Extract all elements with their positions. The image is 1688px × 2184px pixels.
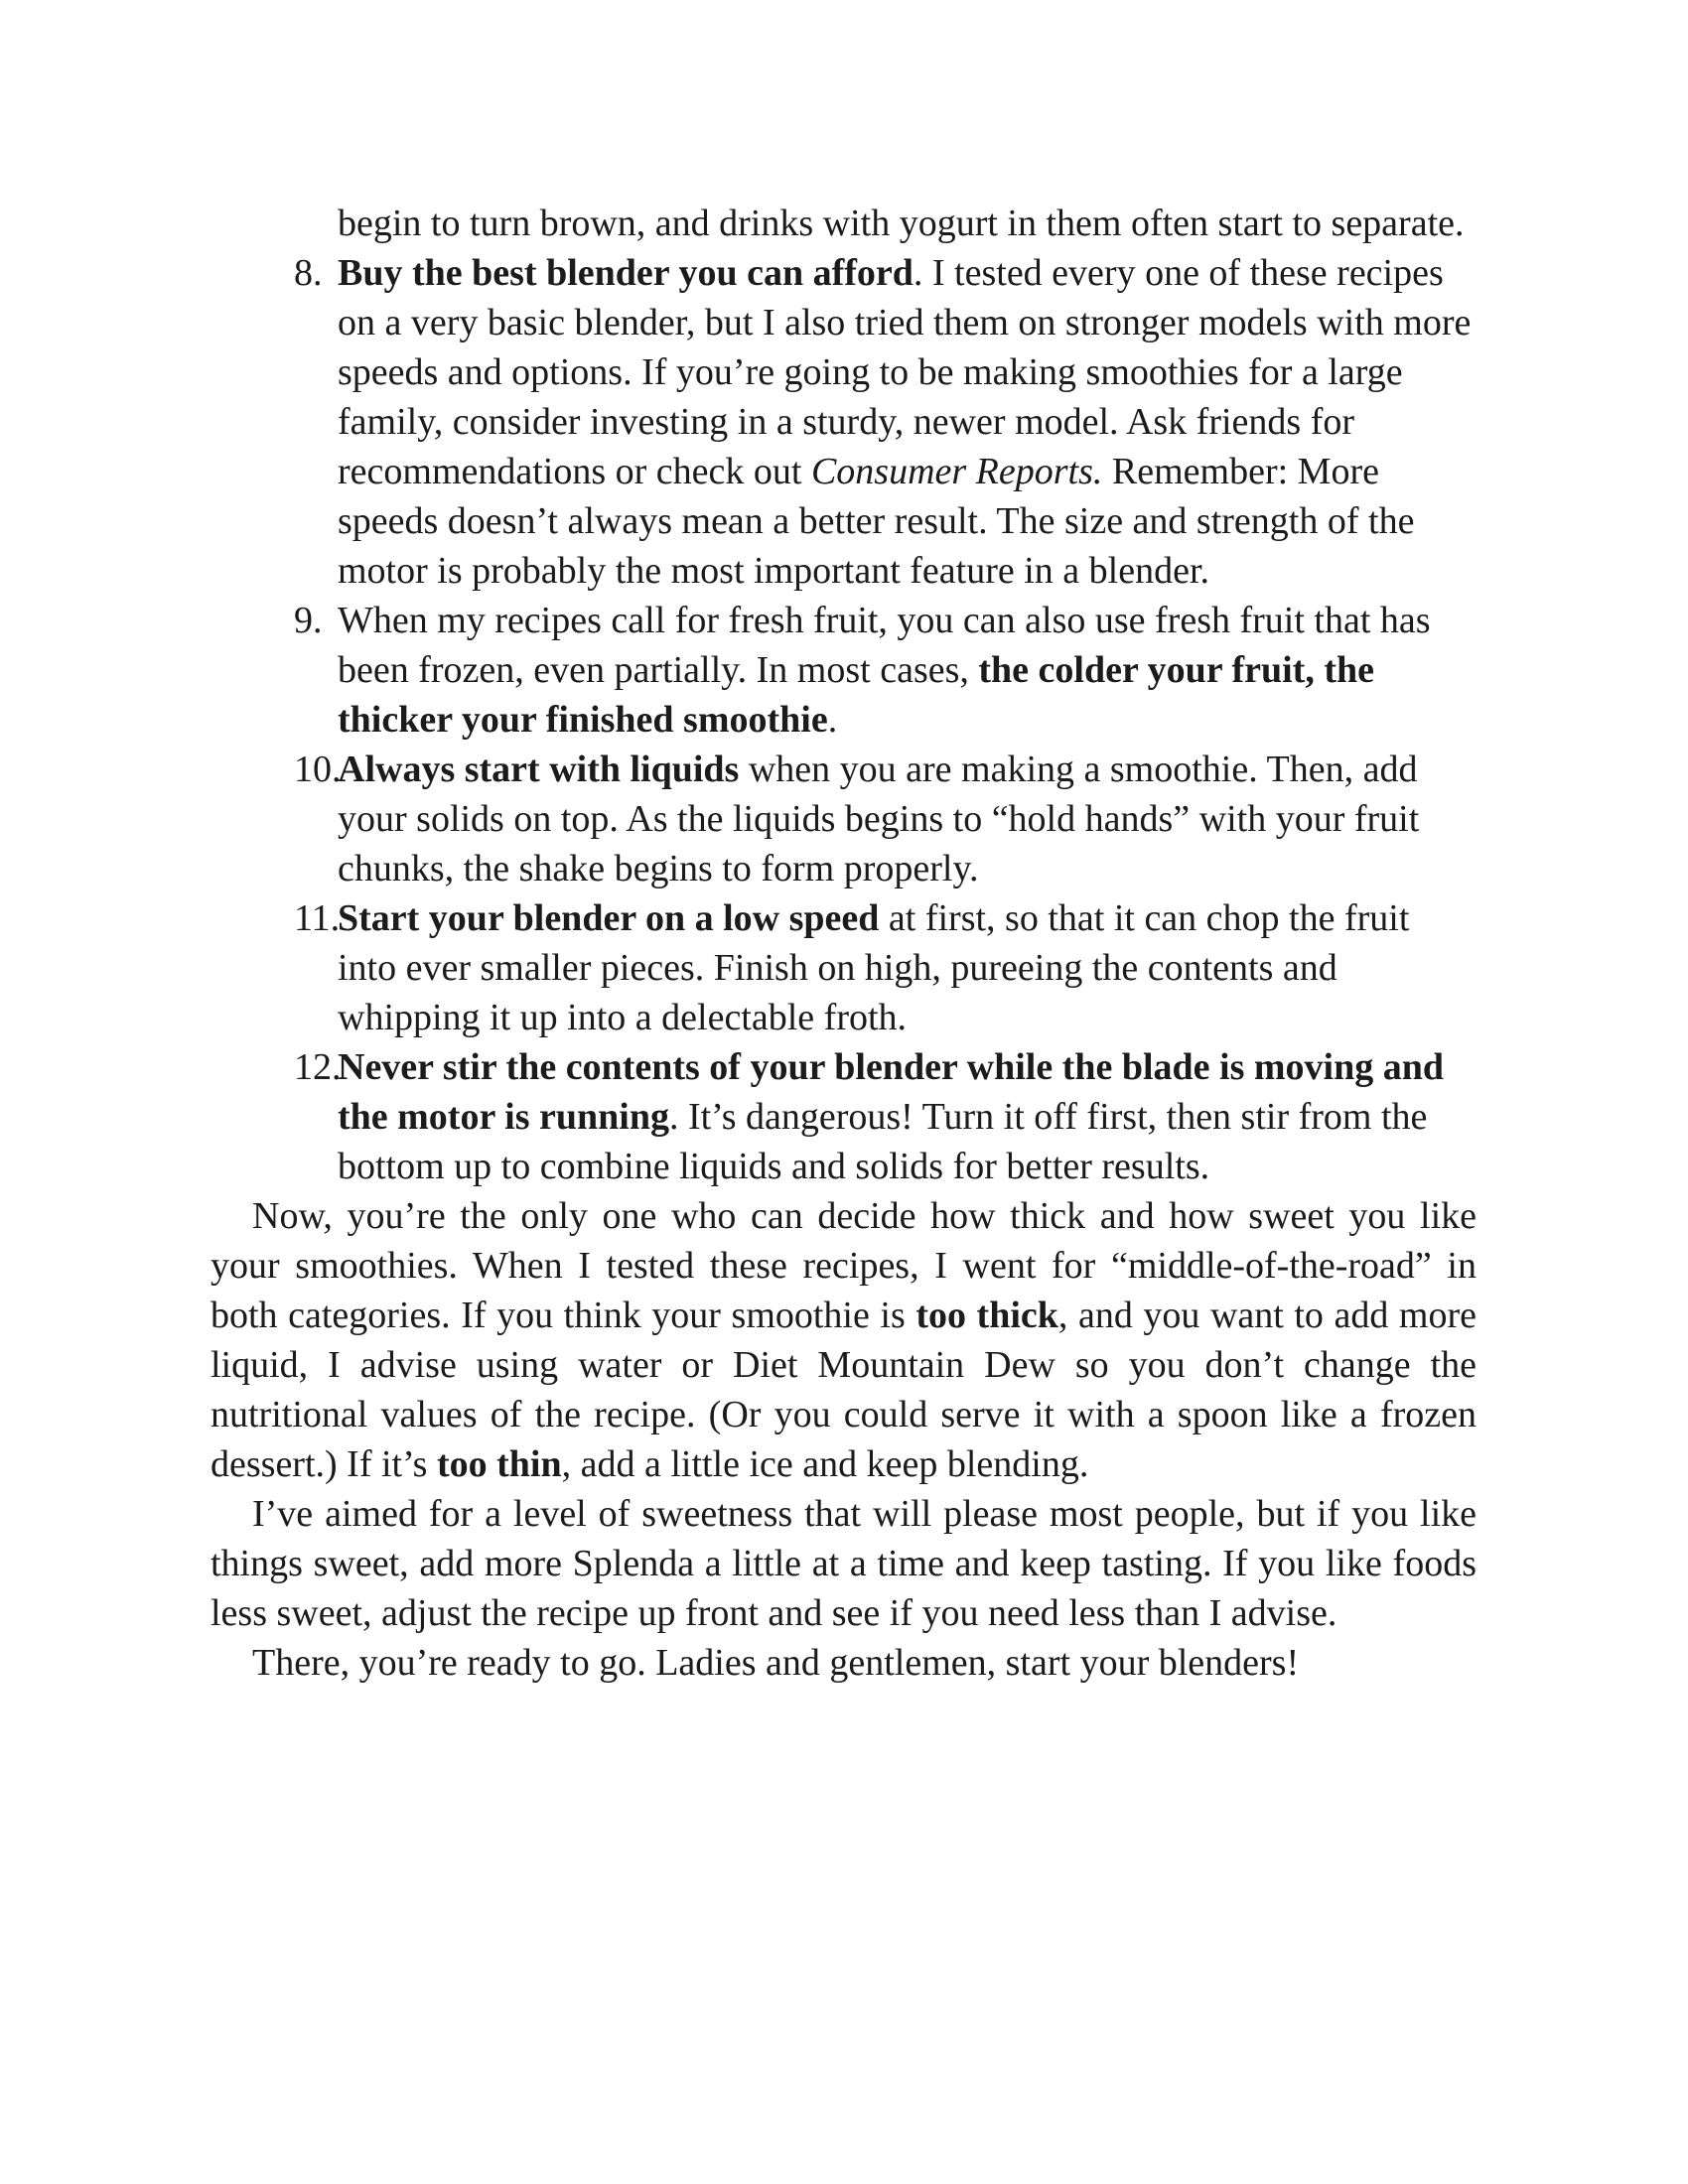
paragraph-closing	[211, 1638, 1477, 1688]
paragraph-text: Now, you’re the only one who can decide how thick and how sweet you like your smoothies. When I tested these recipes, I went for “middle-of-the-road” in both categories. If you think your smoothie is	[211, 1195, 1477, 1336]
list-item-continuation	[211, 199, 1477, 248]
list-item-text: Remember: More speeds doesn’t always mean a better result. The size and strength of the motor is probably the most important feature in a blender.	[338, 451, 1415, 592]
numbered-list	[211, 248, 1477, 1191]
list-item-9	[211, 596, 1477, 745]
paragraph-bold: too thick	[915, 1295, 1058, 1336]
list-item-bold: Start your blender on a low speed	[338, 897, 880, 939]
list-item-8	[211, 248, 1477, 596]
list-item-12	[211, 1042, 1477, 1191]
paragraph-text: I’ve aimed for a level of sweetness that will please most people, but if you like things sweet, add more Splenda a little at a time and keep tasting. If you like foods less sweet, adjust the recipe up front and see if you need less than I advise.	[211, 1493, 1477, 1634]
list-item-text: . I tested every one of these recipes on a very basic blender, but I also tried them on stronger models with more speeds and options. If you’re going to be making smoothies for a large family, consider investing in a sturdy, newer model. Ask friends for recommendations or check out	[338, 252, 1472, 492]
body-text	[211, 199, 1477, 1688]
paragraph-sweetness	[211, 1489, 1477, 1638]
list-number: 12.	[294, 1046, 342, 1088]
list-item-text: when you are making a smoothie. Then, add your solids on top. As the liquids begins to “hold hands” with your fruit chunks, the shake begins to form properly.	[338, 749, 1420, 889]
list-item-text: When my recipes call for fresh fruit, you can also use fresh fruit that has been frozen, even partially. In most cases,	[338, 600, 1431, 691]
list-item-bold: Always start with liquids	[338, 749, 740, 790]
list-item-10	[211, 745, 1477, 893]
paragraph-bold: too thin	[436, 1443, 562, 1485]
paragraph-thickness	[211, 1191, 1477, 1489]
paragraph-text: , add a little ice and keep blending.	[561, 1443, 1089, 1485]
list-item-11	[211, 893, 1477, 1042]
list-number: 8.	[294, 252, 323, 294]
list-item-text: at first, so that it can chop the fruit into ever smaller pieces. Finish on high, pureeing the contents and whipping it up into a delectable froth.	[338, 897, 1410, 1038]
list-item-bold: the colder your fruit, the thicker your finished smoothie	[338, 649, 1374, 741]
list-item-bold: Never stir the contents of your blender while the blade is moving and the motor is running	[338, 1046, 1444, 1138]
list-number: 10.	[294, 749, 342, 790]
list-number: 11.	[294, 897, 341, 939]
paragraph-text: There, you’re ready to go. Ladies and gentlemen, start your blenders!	[252, 1642, 1300, 1684]
list-item-text: . It’s dangerous! Turn it off first, then stir from the bottom up to combine liquids and solids for better results.	[338, 1096, 1428, 1187]
continuation-text: begin to turn brown, and drinks with yogurt in them often start to separate.	[338, 203, 1465, 244]
list-item-bold: Buy the best blender you can afford	[338, 252, 914, 294]
list-item-text: .	[827, 699, 838, 741]
paragraph-text: , and you want to add more liquid, I advise using water or Diet Mountain Dew so you don’t change the nutritional values of the recipe. (Or you could serve it with a spoon like a frozen dessert.) If it’s	[211, 1295, 1477, 1485]
list-number: 9.	[294, 600, 323, 641]
list-item-italic: Consumer Reports.	[810, 451, 1103, 492]
